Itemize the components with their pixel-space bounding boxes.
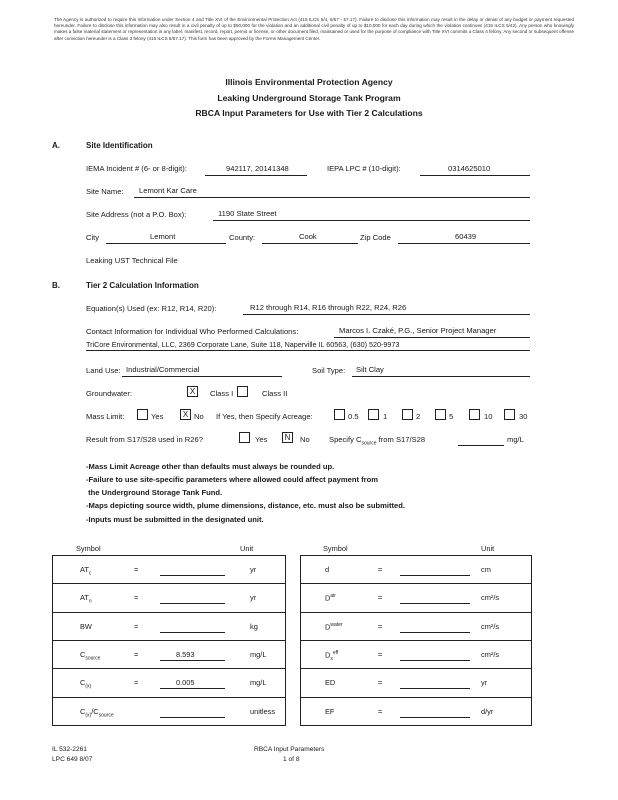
symbol-sub: c: [88, 570, 92, 577]
left-symbol: [80, 678, 91, 689]
symbol-sub: source: [85, 655, 101, 662]
county-underline: [262, 243, 358, 244]
left-row-top-line: [52, 555, 286, 556]
left-equals: =: [134, 649, 139, 659]
right-value-underline: [400, 717, 470, 718]
right-unit: d/yr: [481, 706, 494, 716]
note-3: the Underground Storage Tank Fund.: [86, 488, 223, 497]
city-underline: [106, 243, 226, 244]
acreage-option-2: 2: [416, 412, 421, 421]
groundwater-label: Groundwater:: [86, 389, 133, 398]
section-a-title: Site Identification: [86, 141, 153, 150]
left-unit: yr: [250, 593, 257, 603]
class2-checkbox[interactable]: [237, 386, 248, 397]
symbol-tail: /C: [91, 706, 99, 716]
zip-field[interactable]: 60439: [455, 232, 477, 241]
acreage-option-0.5: 0.5: [348, 412, 359, 421]
specify-suffix: from S17/S28: [378, 435, 426, 444]
mass-yes-label: Yes: [151, 412, 164, 421]
symbol-header-right: Symbol: [323, 544, 348, 553]
left-equals: =: [134, 565, 139, 574]
specify-underline: [458, 445, 504, 446]
specify-unit: mg/L: [507, 435, 524, 444]
right-value-underline: [400, 632, 470, 633]
contact-field-2[interactable]: TriCore Environmental, LLC, 2369 Corporate Lane, Suite 118, Naperville IL 60563, (630) 520-9973: [86, 340, 400, 349]
left-unit: unitless: [250, 706, 276, 716]
acreage-option-5: 5: [449, 412, 454, 421]
left-equals: =: [134, 678, 139, 688]
specify-label-text: Specify C: [329, 435, 362, 444]
site-name-field[interactable]: Lemont Kar Care: [139, 186, 197, 195]
page-number: 1 of 8: [283, 756, 300, 763]
right-symbol: [325, 593, 336, 602]
acreage-checkbox-0.5[interactable]: [334, 409, 345, 420]
specify-sub: source: [361, 440, 377, 447]
lpc-label: IEPA LPC # (10-digit):: [327, 164, 401, 173]
symbol-main: AT: [80, 593, 89, 603]
symbol-main: AT: [80, 565, 89, 574]
contact-label: Contact Information for Individual Who Performed Calculations:: [86, 327, 299, 336]
symbol-sup: water: [330, 621, 343, 628]
right-symbol: [325, 650, 338, 662]
left-value-underline: [160, 660, 225, 661]
acreage-checkbox-10[interactable]: [469, 409, 480, 420]
form-number: IL 532-2261: [52, 746, 87, 753]
symbol-sup: air: [330, 593, 336, 600]
right-row-top-line: [300, 555, 532, 556]
city-label: City: [86, 233, 100, 242]
acreage-option-10: 10: [484, 412, 493, 421]
footer-title: RBCA Input Parameters: [254, 746, 325, 753]
site-name-underline: [134, 197, 530, 198]
right-equals: =: [378, 678, 383, 688]
right-value-underline: [400, 660, 470, 661]
program-title: Leaking Underground Storage Tank Program: [217, 93, 401, 103]
lpc-underline: [420, 175, 530, 176]
symbol-header-left: Symbol: [76, 544, 101, 553]
mass-limit-label: Mass Limit:: [86, 412, 125, 421]
symbol-main: C: [80, 678, 86, 688]
iema-label: IEMA Incident # (6- or 8-digit):: [86, 164, 187, 173]
form-title: RBCA Input Parameters for Use with Tier 2 Calculations: [195, 108, 423, 118]
left-symbol: [80, 650, 100, 661]
lpc-field[interactable]: 0314625010: [448, 164, 491, 173]
right-row-line: [300, 640, 532, 641]
left-row-line: [52, 725, 286, 726]
result-label: Result from S17/S28 used in R26?: [86, 435, 203, 444]
right-equals: =: [378, 593, 383, 603]
left-row-line: [52, 612, 286, 613]
right-symbol: [325, 622, 343, 631]
class1-label: Class I: [210, 389, 234, 398]
county-label: County:: [229, 233, 256, 242]
left-value-underline: [160, 717, 225, 718]
symbol-tail-sub: source: [98, 711, 114, 718]
symbol-main: d: [325, 565, 330, 574]
left-unit: mg/L: [250, 678, 267, 688]
right-unit: cm²/s: [481, 621, 500, 631]
contact-underline-1: [334, 337, 530, 338]
symbol-main: C: [80, 649, 86, 659]
specify-label: [329, 435, 425, 447]
county-field[interactable]: Cook: [299, 232, 317, 241]
soil-type-label: Soil Type:: [312, 366, 346, 375]
symbol-main: D: [325, 593, 331, 603]
symbol-sub: s: [330, 655, 333, 662]
right-symbol: [325, 678, 335, 687]
unit-header-right: Unit: [481, 544, 495, 553]
right-value-underline: [400, 603, 470, 604]
land-use-label: Land Use:: [86, 366, 121, 375]
left-symbol: [80, 565, 91, 576]
lpc-form-number: LPC 649 8/07: [52, 756, 93, 763]
right-symbol: [325, 707, 334, 716]
site-name-label: Site Name:: [86, 187, 124, 196]
contact-underline-2: [86, 350, 530, 351]
privacy-notice: The Agency is authorized to require this information under Section 4 and Title XVI of the Environmental Protection Act (415 ILCS 5/4, 5/57 - 57.17). Failure to disclose this information may result in the delay or denial of any budget or payment requested hereunder. Failure to disclose this information may also result in a civil penalty of up to $50,000 for the violation and an additional civil penalty of up to $10,000 for each day during which the violation continues (415 ILCS 5/42). Any person who knowingly makes a false material statement or representation in any label, manifest, record, report, permit or license, or other document filed, maintained or used for the purpose of compliance with Title XVI commits a Class 4 felony. Any second or subsequent offense after conviction hereunder is a Class 3 felony (415 ILCS 5/57.17). This form has been approved by the Forms Management Center.: [54, 17, 574, 41]
left-unit: yr: [250, 565, 257, 574]
equations-label: Equation(s) Used (ex: R12, R14, R20):: [86, 304, 217, 313]
symbol-main: D: [325, 622, 331, 632]
symbol-sub: (x): [85, 711, 92, 718]
equations-field[interactable]: R12 through R14, R16 through R22, R24, R26: [250, 303, 407, 312]
symbol-sub: n: [88, 598, 92, 605]
result-no-checkbox[interactable]: N: [282, 432, 293, 443]
land-use-underline: [122, 376, 282, 377]
soil-type-underline: [352, 376, 530, 377]
acreage-label: If Yes, then Specify Acreage:: [216, 412, 313, 421]
mass-no-label: No: [194, 412, 204, 421]
left-symbol: [80, 707, 114, 718]
right-equals: =: [378, 649, 383, 659]
land-use-field[interactable]: Industrial/Commercial: [126, 365, 200, 374]
left-equals: =: [134, 593, 139, 603]
address-underline: [213, 220, 530, 221]
symbol-main: D: [325, 650, 331, 660]
right-row-line: [300, 725, 532, 726]
zip-underline: [398, 243, 530, 244]
left-value-field[interactable]: 8.593: [176, 649, 195, 659]
right-equals: =: [378, 565, 383, 574]
right-unit: yr: [481, 678, 488, 688]
symbol-main: ED: [325, 678, 336, 688]
zip-label: Zip Code: [360, 233, 391, 242]
mass-yes-checkbox[interactable]: [137, 409, 148, 420]
note-2: -Failure to use site-specific parameters where allowed could affect payment from: [86, 475, 379, 484]
symbol-main: BW: [80, 621, 92, 631]
contact-field-1[interactable]: Marcos I. Czaké, P.G., Senior Project Manager: [339, 326, 497, 335]
symbol-sup: eff: [332, 649, 339, 656]
right-unit: cm: [481, 565, 491, 574]
section-b-title: Tier 2 Calculation Information: [86, 281, 199, 290]
right-equals: =: [378, 621, 383, 631]
right-unit: cm²/s: [481, 593, 500, 603]
note-4: -Maps depicting source width, plume dimensions, distance, etc. must also be submitted.: [86, 501, 405, 510]
left-symbol: [80, 622, 92, 631]
acreage-checkbox-2[interactable]: [402, 409, 413, 420]
left-unit: kg: [250, 621, 258, 631]
right-symbol: [325, 565, 329, 574]
symbol-main: C: [80, 706, 86, 716]
right-unit: cm²/s: [481, 649, 500, 659]
soil-type-field[interactable]: Silt Clay: [356, 365, 384, 374]
left-equals: =: [134, 621, 139, 631]
left-value-underline: [160, 632, 225, 633]
left-value-underline: [160, 688, 225, 689]
left-row-line: [52, 697, 286, 698]
right-value-underline: [400, 688, 470, 689]
right-row-line: [300, 697, 532, 698]
unit-header-left: Unit: [240, 544, 254, 553]
city-field[interactable]: Lemont: [150, 232, 176, 241]
iema-underline: [205, 175, 307, 176]
acreage-checkbox-5[interactable]: [435, 409, 446, 420]
leaking-ust-label: Leaking UST Technical File: [86, 256, 178, 265]
left-unit: mg/L: [250, 649, 267, 659]
class2-label: Class II: [262, 389, 288, 398]
note-1: -Mass Limit Acreage other than defaults must always be rounded up.: [86, 462, 335, 471]
section-a-letter: A.: [52, 141, 60, 150]
note-5: -Inputs must be submitted in the designated unit.: [86, 515, 264, 524]
mass-no-checkbox[interactable]: X: [180, 409, 191, 420]
equations-underline: [243, 314, 530, 315]
right-row-line: [300, 612, 532, 613]
left-value-field[interactable]: 0.005: [176, 678, 195, 688]
symbol-sub: (x): [85, 683, 92, 690]
result-yes-checkbox[interactable]: [239, 432, 250, 443]
right-row-line: [300, 583, 532, 584]
left-row-line: [52, 583, 286, 584]
acreage-option-1: 1: [383, 412, 388, 421]
left-value-underline: [160, 603, 225, 604]
class1-checkbox[interactable]: X: [187, 386, 198, 397]
left-row-line: [52, 668, 286, 669]
left-symbol: [80, 593, 92, 604]
agency-title: Illinois Environmental Protection Agency: [225, 77, 393, 87]
acreage-checkbox-1[interactable]: [368, 409, 379, 420]
result-no-label: No: [300, 435, 310, 444]
result-yes-label: Yes: [255, 435, 268, 444]
right-value-underline: [400, 575, 470, 576]
iema-field[interactable]: 942117, 20141348: [226, 164, 289, 173]
symbol-main: EF: [325, 706, 335, 716]
right-equals: =: [378, 706, 383, 716]
address-field[interactable]: 1190 State Street: [218, 209, 277, 218]
left-value-underline: [160, 575, 225, 576]
acreage-option-30: 30: [519, 412, 528, 421]
acreage-checkbox-30[interactable]: [504, 409, 515, 420]
right-row-line: [300, 668, 532, 669]
address-label: Site Address (not a P.O. Box):: [86, 210, 187, 219]
left-row-line: [52, 640, 286, 641]
section-b-letter: B.: [52, 281, 60, 290]
